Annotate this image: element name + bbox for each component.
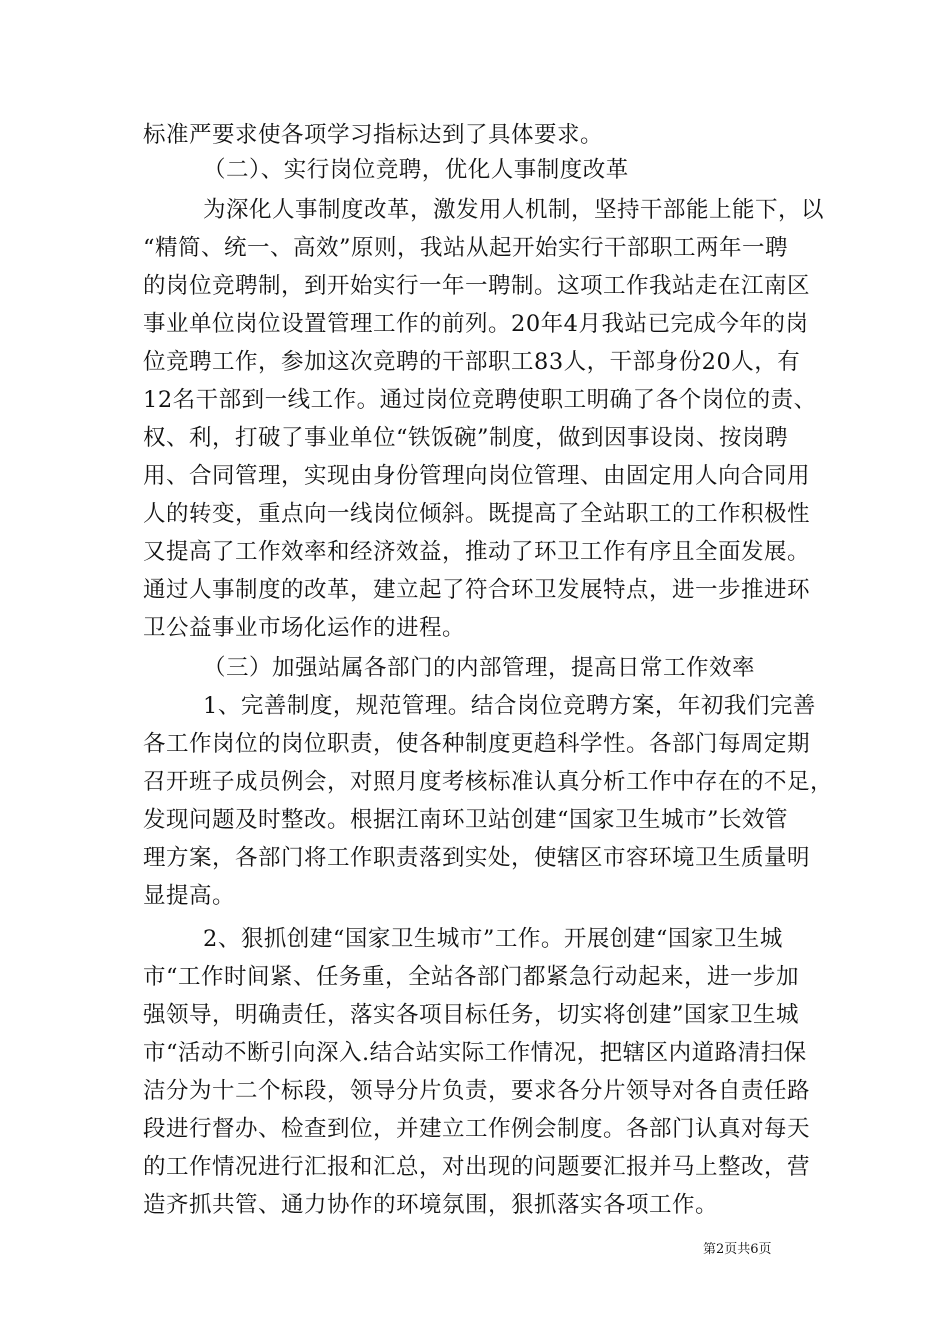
paragraph-line: 洁分为十二个标段，领导分片负责，要求各分片领导对各自责任路 [143,1078,811,1104]
paragraph-line: 显提高。 [143,883,236,909]
paragraph-line: 12名干部到一线工作。通过岗位竞聘使职工明确了各个岗位的责、 [143,387,817,413]
paragraph-line: 卫公益事业市场化运作的进程。 [143,615,466,641]
paragraph-line: 权、利，打破了事业单位“铁饭碗”制度，做到因事设岗、按岗聘 [143,425,789,451]
paragraph-line: 用、合同管理，实现由身份管理向岗位管理、由固定用人向合同用 [143,463,811,489]
page-number-footer: 第2页共6页 [703,1242,772,1257]
paragraph-line: 召开班子成员例会，对照月度考核标准认真分析工作中存在的不足， [143,769,834,795]
paragraph-line: 又提高了工作效率和经济效益，推动了环卫工作有序且全面发展。 [143,539,811,565]
section-heading-3: （三）加强站属各部门的内部管理，提高日常工作效率 [203,655,756,681]
paragraph-line: 造齐抓共管、通力协作的环境氛围，狠抓落实各项工作。 [143,1192,719,1218]
paragraph-line: 段进行督办、检查到位，并建立工作例会制度。各部门认真对每天 [143,1116,811,1142]
paragraph-line: 位竞聘工作，参加这次竞聘的干部职工83人，干部身份20人，有 [143,349,801,375]
paragraph-line: 的工作情况进行汇报和汇总，对出现的问题要汇报并马上整改，营 [143,1154,811,1180]
text-line-1: 标准严要求使各项学习指标达到了具体要求。 [143,122,604,148]
paragraph-line: “精简、统一、高效”原则，我站从起开始实行干部职工两年一聘 [143,235,789,261]
paragraph-line: 的岗位竞聘制，到开始实行一年一聘制。这项工作我站走在江南区 [143,273,811,299]
paragraph-line: 市“工作时间紧、任务重，全站各部门都紧急行动起来，进一步加 [143,964,800,990]
paragraph-line: 通过人事制度的改革，建立起了符合环卫发展特点，进一步推进环 [143,577,811,603]
paragraph-line: 事业单位岗位设置管理工作的前列。20年4月我站已完成今年的岗 [143,311,809,337]
paragraph-line: 理方案，各部门将工作职责落到实处，使辖区市容环境卫生质量明 [143,845,811,871]
paragraph-line: 2、狠抓创建“国家卫生城市”工作。开展创建“国家卫生城 [203,926,783,952]
paragraph-line: 发现问题及时整改。根据江南环卫站创建“国家卫生城市”长效管 [143,807,789,833]
section-heading-2: （二）、实行岗位竞聘，优化人事制度改革 [203,157,629,183]
paragraph-line: 人的转变，重点向一线岗位倾斜。既提高了全站职工的工作积极性 [143,501,811,527]
paragraph-line: 1、完善制度，规范管理。结合岗位竞聘方案，年初我们完善 [203,693,816,719]
paragraph-line: 为深化人事制度改革，激发用人机制，坚持干部能上能下，以 [203,197,825,223]
paragraph-line: 市“活动不断引向深入.结合站实际工作情况，把辖区内道路清扫保 [143,1040,807,1066]
paragraph-line: 各工作岗位的岗位职责，使各种制度更趋科学性。各部门每周定期 [143,731,811,757]
paragraph-line: 强领导，明确责任，落实各项目标任务，切实将创建”国家卫生城 [143,1002,800,1028]
